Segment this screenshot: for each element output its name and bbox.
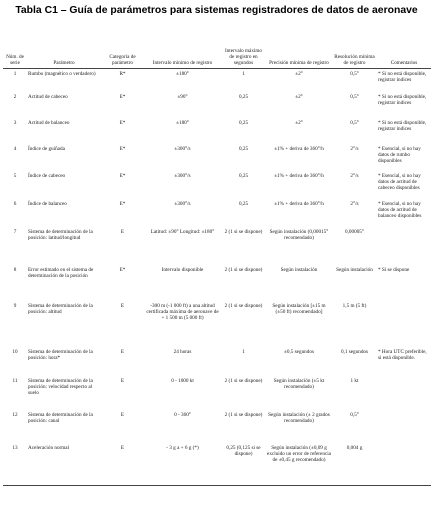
table-row [3, 267, 431, 303]
cell-intervalo: ±300°/s [174, 201, 191, 207]
header-row [3, 40, 431, 68]
cell-max-seg: 2 (1 si se dispone) [224, 229, 263, 235]
cell-num: 8 [13, 267, 17, 273]
cell-num: 13 [3, 445, 27, 485]
cell-parametro: Actitud de cabeceo [28, 94, 68, 100]
cell-precision: ±1% + deriva de 360°/h [274, 201, 324, 207]
cell-parametro: Índice de cabeceo [28, 173, 66, 179]
cell-comentarios [377, 412, 431, 445]
cell-intervalo: 24 horas [173, 349, 192, 355]
cell-precision: ±2° [295, 94, 303, 100]
cell-num: 10 [12, 349, 18, 355]
cell-comentarios: * Si no está disponible, registrar índices [378, 120, 427, 133]
table-title: Tabla C1 – Guía de parámetros para sistemas registradores de datos de aeronave [15, 5, 418, 16]
cell-num: 2 [13, 94, 17, 100]
table-row [3, 173, 431, 201]
cell-precision: Según instalación [±15 m (±50 ft) recomendado] [272, 303, 326, 316]
cell-intervalo: -300 m (-1 000 ft) a una altitud certificada máxima de aeronave de + 1 500 m (5 000 ft) [146, 303, 219, 322]
cell-categoria: E [120, 349, 125, 355]
cell-num: 12 [12, 412, 18, 418]
cell-categoria: E* [119, 146, 126, 152]
cell-intervalo: Intervalo disponible [161, 267, 204, 273]
cell-resolucion: 0,00005° [345, 229, 364, 235]
table-row [3, 378, 431, 412]
table-row [3, 146, 431, 173]
table-row [3, 349, 431, 378]
cell-comentarios [377, 303, 431, 349]
cell-max-seg: 2 (1 si se dispone) [224, 267, 263, 273]
cell-intervalo: ±300°/s [174, 146, 191, 152]
cell-precision: Según instalación (±5 kt recomendado) [273, 378, 325, 391]
cell-comentarios [377, 229, 431, 267]
cell-resolucion: 0,5° [350, 120, 359, 126]
cell-parametro: Rumbo (magnético o verdadero) [28, 70, 96, 77]
table-row [3, 201, 431, 229]
header-intervalo: Intervalo mínimo de registro [144, 40, 221, 68]
cell-max-seg: 0,25 [238, 201, 249, 207]
header-categoria: Categoría de parámetro [101, 40, 144, 68]
table-row [3, 94, 431, 120]
cell-precision: Según instalación (±0,09 g excluido un error de referencia de ±0,45 g recomendado) [266, 445, 332, 485]
header-precision: Precisión mínima de registro [266, 40, 332, 68]
header-resolucion: Resolución mínima de registro [332, 40, 377, 68]
cell-max-seg: 0,25 (0,125 si se dispone) [221, 445, 266, 485]
cell-comentarios: * Si no está disponible, registrar índices [378, 70, 427, 83]
cell-parametro: Actitud de balanceo [28, 120, 70, 126]
cell-precision: Según instalación [280, 267, 318, 273]
table-row [3, 412, 431, 445]
cell-max-seg: 2 (1 si se dispone) [224, 412, 263, 418]
cell-num: 11 [12, 378, 18, 384]
cell-comentarios [377, 445, 431, 485]
cell-intervalo: 0 - 1000 kt [171, 378, 194, 384]
table-row [3, 445, 431, 485]
cell-resolucion: 1,5 m (5 ft) [342, 303, 367, 309]
cell-parametro: Sistema de determinación de la posición: velocidad respecto al suelo [28, 378, 93, 397]
cell-comentarios: * Esencial, si no hay datos de actitud de cabeceo disponibles [378, 173, 421, 192]
cell-intervalo: ±180° [176, 70, 189, 77]
cell-categoria: E* [119, 173, 126, 179]
cell-comentarios: * Esencial, si no hay datos de actitud de balanceo disponibles [378, 201, 422, 220]
cell-intervalo: - 3 g a + 6 g (*) [144, 445, 221, 485]
cell-categoria: E [120, 378, 125, 384]
cell-precision: ±2° [295, 70, 303, 77]
cell-resolucion: 2°/s [350, 173, 359, 179]
cell-max-seg: 0,25 [238, 146, 249, 152]
cell-max-seg: 0,25 [238, 94, 249, 100]
cell-num: 3 [13, 120, 17, 126]
cell-categoria: E* [119, 94, 126, 100]
cell-num: 9 [13, 303, 17, 309]
cell-categoria: E* [119, 120, 126, 126]
cell-resolucion: 1 kt [350, 378, 359, 384]
cell-precision: ±1% + deriva de 360°/h [274, 146, 324, 152]
cell-max-seg: 2 (1 si se dispone) [224, 303, 263, 309]
cell-resolucion: 2°/s [350, 146, 359, 152]
cell-precision: ±2° [295, 120, 303, 126]
cell-intervalo: ±300°/s [174, 173, 191, 179]
header-comentarios: Comentarios [377, 40, 431, 68]
cell-comentarios: * Si se dispone [378, 267, 410, 273]
cell-precision: ±0,5 segundos [284, 349, 314, 355]
cell-parametro: Aceleración normal [27, 445, 101, 485]
cell-parametro: Índice de guiñada [28, 146, 65, 152]
cell-comentarios: * Si no está disponible, registrar índices [378, 94, 427, 107]
cell-num: 4 [13, 146, 17, 152]
cell-num: 6 [13, 201, 17, 207]
cell-parametro: Sistema de determinación de la posición: canal [28, 412, 93, 425]
cell-resolucion: 0,5° [350, 70, 359, 77]
table-row [3, 120, 431, 146]
cell-num: 1 [13, 70, 17, 77]
cell-categoria: E* [119, 201, 126, 207]
table-row [3, 68, 431, 94]
cell-categoria: R* [119, 70, 126, 77]
cell-parametro: Sistema de determinación de la posición: altitud [28, 303, 93, 316]
cell-precision: Según instalación (0,00015° recomendado) [269, 229, 329, 242]
cell-max-seg: 0,25 [238, 173, 249, 179]
cell-num: 7 [13, 229, 17, 235]
cell-max-seg: 1 [242, 349, 245, 355]
cell-parametro: Sistema de determinación de la posición: hora* [28, 349, 93, 362]
cell-parametro: Índice de balanceo [28, 201, 67, 207]
parameters-table [3, 40, 431, 486]
cell-categoria: E [101, 445, 144, 485]
cell-categoria: E [120, 412, 125, 418]
cell-parametro: Sistema de determinación de la posición: latitud/longitud [28, 229, 93, 242]
cell-resolucion: Según instalación [336, 267, 373, 273]
cell-resolucion: 0,5° [350, 94, 359, 100]
cell-num: 5 [13, 173, 17, 179]
cell-resolucion: 0,5° [350, 412, 359, 418]
cell-categoria: E* [119, 267, 126, 273]
cell-comentarios: * Esencial, si no hay datos de rumbo disponibles [378, 146, 421, 165]
header-parametro: Parámetro [27, 40, 101, 68]
cell-comentarios [377, 378, 431, 412]
cell-parametro: Error estimado en el sistema de determinación de la posición [28, 267, 94, 280]
header-num: Núm. de serie [3, 40, 27, 68]
cell-intervalo: ±90° [177, 94, 188, 100]
cell-intervalo: ±180° [176, 120, 189, 126]
cell-intervalo: 0 - 360° [174, 412, 191, 418]
cell-precision: Según instalación (± 2 grados recomendado) [268, 412, 330, 425]
cell-max-seg: 0,25 [238, 120, 249, 126]
cell-max-seg: 2 (1 si se dispone) [224, 378, 263, 384]
cell-intervalo: Latitud: ±90° Longitud: ±180° [150, 229, 215, 235]
cell-comentarios: * Hora UTC preferible, si está disponible. [378, 349, 427, 362]
header-max-seg: Intervalo máximo de registro en segundos [221, 40, 266, 68]
cell-resolucion: 0,1 segundos [340, 349, 369, 355]
cell-categoria: E [120, 303, 125, 309]
cell-categoria: E [120, 229, 125, 235]
cell-precision: ±1% + deriva de 360°/h [274, 173, 324, 179]
cell-max-seg: 1 [242, 70, 245, 77]
table-row [3, 303, 431, 349]
cell-resolucion: 0,004 g [332, 445, 377, 485]
table-row [3, 229, 431, 267]
cell-resolucion: 2°/s [350, 201, 359, 207]
